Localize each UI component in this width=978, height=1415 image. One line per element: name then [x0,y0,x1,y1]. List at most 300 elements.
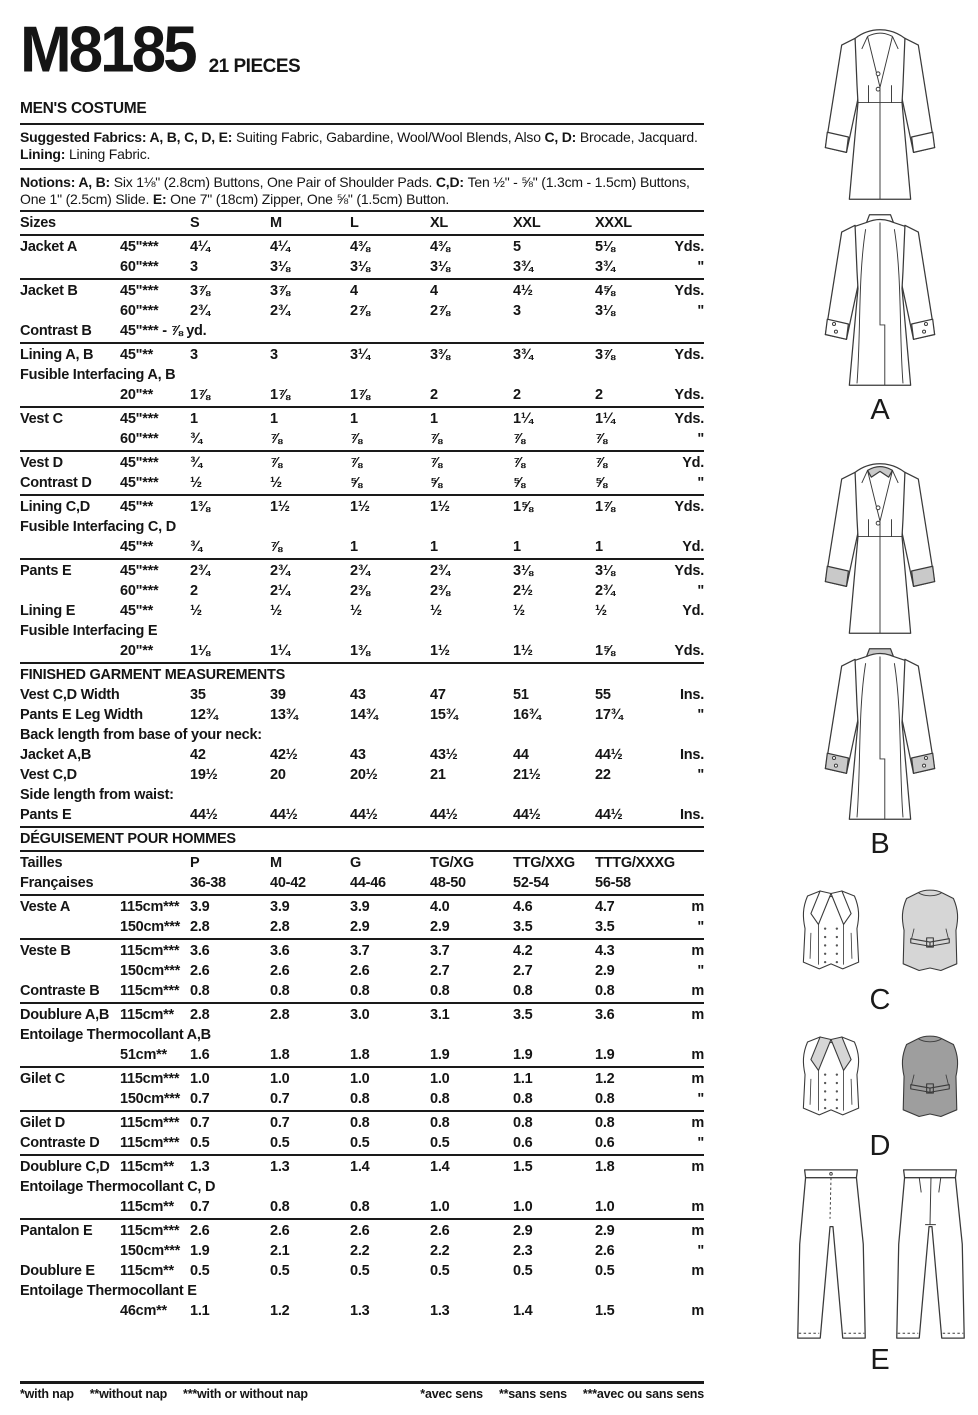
value-cell: 22 [595,767,611,783]
unit-cell: m [691,943,704,959]
table-rule [20,1066,704,1068]
value-cell: 1.0 [430,1199,450,1215]
value-cell: 36-38 [190,875,226,891]
value-cell: 1½ [350,499,370,515]
unit-cell: " [697,707,704,723]
value-cell: P [190,855,200,871]
row-label: Fusible Interfacing A, B [20,367,176,383]
value-cell: 1½ [270,499,290,515]
value-cell: 20 [270,767,286,783]
unit-cell: " [697,1135,704,1151]
table-row [20,917,704,937]
value-cell: 43 [350,687,366,703]
value-cell: 0.7 [190,1115,210,1131]
row-label: Pants E Leg Width [20,707,143,723]
value-cell: 44 [513,747,529,763]
unit-cell: m [691,1263,704,1279]
table-rule [20,826,704,828]
value-cell: 3⅛ [595,303,615,319]
row-label: Jacket A [20,239,78,255]
value-cell: 0.8 [350,983,370,999]
table-rule [20,894,704,896]
value-cell: 19½ [190,767,218,783]
fabric-width: 51cm** [120,1047,167,1063]
table-rule [20,1002,704,1004]
table-rule [20,406,704,408]
row-span-value: 45"*** - ⅞ yd. [120,323,207,339]
value-cell: 0.8 [270,983,290,999]
value-cell: ⅝ [595,475,607,491]
value-cell: 0.8 [513,983,533,999]
table-row [20,981,704,1001]
value-cell: 3¼ [350,347,370,363]
value-cell: 2¾ [595,583,615,599]
value-cell: 0.6 [513,1135,533,1151]
value-cell: 35 [190,687,206,703]
value-cell: 5 [513,239,521,255]
fabric-width: 115cm*** [120,943,180,959]
value-cell: 0.8 [350,1199,370,1215]
fabric-width: 115cm*** [120,1115,180,1131]
divider [20,123,704,125]
value-cell: 15¾ [430,707,458,723]
table-row [20,409,704,429]
row-label: Contrast B [20,323,92,339]
value-cell: 1.0 [350,1071,370,1087]
fabric-width: 45"*** [120,475,159,491]
table-row [20,1241,704,1261]
value-cell: 47 [430,687,446,703]
content-pane [20,16,704,1321]
value-cell: 0.7 [270,1091,290,1107]
row-label: Pants E [20,563,72,579]
value-cell: 1.9 [513,1047,533,1063]
value-cell: 51 [513,687,529,703]
value-cell: 3¾ [513,259,533,275]
value-cell: 3.9 [190,899,210,915]
value-cell: 1 [513,539,521,555]
fabric-width: 45"** [120,539,154,555]
value-cell: 56-58 [595,875,631,891]
value-cell: 2 [513,387,521,403]
value-cell: 1⅜ [350,643,370,659]
footnote-item: ***with or without nap [183,1387,308,1401]
unit-cell: m [691,1115,704,1131]
table-row [20,1113,704,1133]
value-cell: TG/XG [430,855,474,871]
footnote-divider [20,1381,704,1384]
value-cell: 3.7 [430,943,450,959]
footnote-item: **without nap [89,1387,168,1401]
value-cell: 1.8 [270,1047,290,1063]
value-cell: 2.8 [270,1007,290,1023]
value-cell: 1.9 [190,1243,210,1259]
value-cell: 0.5 [270,1135,290,1151]
coat-b-front-illustration [815,458,945,640]
value-cell: 2⅞ [350,303,370,319]
value-cell: 2.9 [513,1223,533,1239]
value-cell: 0.8 [190,983,210,999]
value-cell: ⅞ [430,455,442,471]
row-label: Fusible Interfacing C, D [20,519,176,535]
value-cell: 1.6 [190,1047,210,1063]
value-cell: 3 [513,303,521,319]
value-cell: 2⅞ [430,303,450,319]
value-cell: 3.6 [190,943,210,959]
value-cell: 44-46 [350,875,386,891]
value-cell: ⅝ [430,475,442,491]
value-cell: 3 [190,347,198,363]
value-cell: 55 [595,687,611,703]
row-label: Françaises [20,875,94,891]
value-cell: 0.8 [350,1091,370,1107]
value-cell: 13¾ [270,707,298,723]
fabric-width: 115cm*** [120,899,180,915]
vest-d-back-illustration [894,1028,966,1128]
unit-cell: m [691,1071,704,1087]
value-cell: 17¾ [595,707,623,723]
table-row [20,301,704,321]
value-cell: 1.8 [595,1159,615,1175]
value-cell: 0.8 [513,1115,533,1131]
fabric-width: 45"** [120,499,154,515]
unit-cell: Yds. [674,643,704,659]
row-label: Tailles [20,855,63,871]
value-cell: 2.9 [595,1223,615,1239]
value-cell: 2.1 [270,1243,290,1259]
unit-cell: " [697,431,704,447]
value-cell: 0.5 [513,1263,533,1279]
value-cell: 4.7 [595,899,615,915]
divider [20,168,704,170]
value-cell: 1 [270,411,278,427]
table-row [20,453,704,473]
row-label: Vest C,D [20,767,77,783]
row-label: Vest D [20,455,63,471]
table-rule [20,938,704,940]
value-cell: 1.3 [350,1303,370,1319]
value-cell: 1.0 [190,1071,210,1087]
fabric-width: 20"** [120,643,154,659]
fabric-width: 45"*** [120,411,159,427]
value-cell: 2½ [513,583,533,599]
value-cell: 1.9 [430,1047,450,1063]
value-cell: 1.2 [270,1303,290,1319]
value-cell: 0.7 [190,1199,210,1215]
unit-cell: Yds. [674,239,704,255]
unit-cell: Yd. [682,603,704,619]
notions-text: Notions: A, B: Six 1⅛" (2.8cm) Buttons, One Pair of Shoulder Pads. C,D: Ten ½" - ⅝" (1.3cm - 1.5cm) Buttons, One 1" (2.5cm) Slide. E: One 7" (18cm) Zipper, One ⅝" (1.5cm) Button. [20,174,690,207]
table-rule [20,210,704,212]
value-cell: 2 [430,387,438,403]
unit-cell: " [697,259,704,275]
value-cell: 1⅞ [270,387,290,403]
fabric-width: 150cm*** [120,1091,181,1107]
value-cell: 48-50 [430,875,466,891]
vest-d-front-illustration [795,1028,867,1128]
value-cell: 3.9 [350,899,370,915]
fabric-width: 45"*** [120,563,159,579]
table-row [20,853,704,873]
value-cell: 3⅛ [513,563,533,579]
table-rule [20,850,704,852]
table-row [20,1005,704,1025]
fabric-width: 115cm** [120,1199,174,1215]
value-cell: 2.8 [190,1007,210,1023]
value-cell: 1 [350,539,358,555]
table-row [20,705,704,725]
row-label: Contraste B [20,983,100,999]
value-cell: 2.9 [430,919,450,935]
value-cell: 1⅝ [513,499,533,515]
row-label: Pants E [20,807,72,823]
value-cell: 2¾ [270,563,290,579]
pattern-number: M8185 [20,14,195,86]
fabric-width: 150cm*** [120,963,181,979]
value-cell: 0.5 [595,1263,615,1279]
value-cell: 1 [430,411,438,427]
value-cell: ⅞ [595,455,607,471]
value-cell: 1.0 [270,1071,290,1087]
fabric-width: 115cm** [120,1007,174,1023]
value-cell: ½ [270,603,282,619]
vest-c-back-illustration [894,882,966,982]
value-cell: ½ [595,603,607,619]
value-cell: 43½ [430,747,458,763]
section-heading: FINISHED GARMENT MEASUREMENTS [20,667,286,683]
value-cell: ⅞ [513,455,525,471]
value-cell: 5⅛ [595,239,615,255]
table-rule [20,558,704,560]
pants-e-front-illustration [792,1166,870,1342]
value-cell: ⅞ [430,431,442,447]
value-cell: 4¼ [190,239,210,255]
footnote-item: *avec sens [420,1387,483,1401]
table-row [20,897,704,917]
view-label-c: C [869,984,891,1016]
value-cell: 3 [270,347,278,363]
value-cell: 2 [190,583,198,599]
value-cell: 2.6 [350,1223,370,1239]
row-label: Contrast D [20,475,92,491]
value-cell: 4 [430,283,438,299]
view-label-d: D [869,1130,891,1162]
value-cell: ⅞ [270,539,282,555]
value-cell: 2.9 [350,919,370,935]
value-cell: 44½ [595,807,623,823]
unit-cell: m [691,1303,704,1319]
value-cell: 2¾ [270,303,290,319]
unit-cell: Yds. [674,411,704,427]
value-cell: 3.1 [430,1007,450,1023]
pants-e-back-illustration [891,1166,969,1342]
value-cell: 1⅝ [595,643,615,659]
value-cell: 0.5 [430,1135,450,1151]
fabric-width: 45"** [120,347,154,363]
value-cell: 44½ [190,807,218,823]
row-label: Lining C,D [20,499,90,515]
table-row [20,1089,704,1109]
table-row [20,345,704,365]
table-row [20,1133,704,1153]
value-cell: 1¼ [513,411,533,427]
row-label: Side length from waist: [20,787,174,803]
value-cell: ¾ [190,431,202,447]
row-label: Doublure A,B [20,1007,110,1023]
value-cell: ¾ [190,455,202,471]
view-a-figure [786,24,974,427]
view-d-figure [786,1028,974,1163]
value-cell: 1.3 [430,1303,450,1319]
value-cell: XL [430,215,449,231]
fabric-width: 150cm*** [120,919,181,935]
unit-cell: " [697,475,704,491]
table-row [20,873,704,893]
value-cell: TTTG/XXXG [595,855,675,871]
value-cell: 3.6 [270,943,290,959]
value-cell: 3.0 [350,1007,370,1023]
value-cell: ½ [430,603,442,619]
section-heading: DÉGUISEMENT POUR HOMMES [20,831,236,847]
value-cell: 12¾ [190,707,218,723]
value-cell: ⅞ [350,431,362,447]
value-cell: 3⅛ [270,259,290,275]
value-cell: 0.8 [513,1091,533,1107]
fabric-width: 150cm*** [120,1243,181,1259]
value-cell: ⅝ [350,475,362,491]
table-row [20,601,704,621]
value-cell: 39 [270,687,286,703]
value-cell: 0.7 [190,1091,210,1107]
fabric-width: 46cm** [120,1303,167,1319]
value-cell: 2.6 [270,1223,290,1239]
value-cell: 42 [190,747,206,763]
unit-cell: " [697,963,704,979]
value-cell: 0.5 [430,1263,450,1279]
unit-cell: " [697,1091,704,1107]
value-cell: 1.3 [190,1159,210,1175]
table-rule [20,234,704,236]
row-label: Vest C [20,411,63,427]
unit-cell: m [691,1007,704,1023]
value-cell: S [190,215,200,231]
footnote-item: ***avec ou sans sens [582,1387,704,1401]
value-cell: 0.5 [350,1135,370,1151]
table-row [20,473,704,493]
value-cell: 3⅜ [430,347,450,363]
table-row [20,1221,704,1241]
value-cell: TTG/XXG [513,855,575,871]
value-cell: 1½ [430,643,450,659]
table-row [20,941,704,961]
value-cell: 2¾ [430,563,450,579]
unit-cell: Yds. [674,347,704,363]
value-cell: 1⅜ [190,499,210,515]
value-cell: 1 [350,411,358,427]
table-row [20,429,704,449]
value-cell: 2.7 [430,963,450,979]
value-cell: 20½ [350,767,378,783]
value-cell: 1.4 [513,1303,533,1319]
value-cell: 21 [430,767,446,783]
suggested-fabrics-line1: Suggested Fabrics: A, B, C, D, E: Suiting Fabric, Gabardine, Wool/Wool Blends, Also C, D: Brocade, Jacquard. [20,129,698,145]
value-cell: ½ [190,603,202,619]
value-cell: ⅞ [270,431,282,447]
fabric-width: 115cm*** [120,1071,180,1087]
value-cell: 2.6 [430,1223,450,1239]
value-cell: 0.5 [350,1263,370,1279]
unit-cell: " [697,583,704,599]
unit-cell: Yd. [682,539,704,555]
value-cell: 1⅞ [190,387,210,403]
value-cell: 1.3 [270,1159,290,1175]
value-cell: ⅞ [350,455,362,471]
table-rule [20,450,704,452]
value-cell: ⅞ [513,431,525,447]
value-cell: 0.8 [595,1091,615,1107]
value-cell: 3⅛ [430,259,450,275]
table-row [20,281,704,301]
value-cell: 2¼ [270,583,290,599]
value-cell: 1.9 [595,1047,615,1063]
view-label-b: B [870,828,890,860]
table-row [20,1301,704,1321]
value-cell: ½ [190,475,202,491]
view-b-figure [786,458,974,861]
masthead [20,16,704,90]
footnote-item: *with nap [20,1387,74,1401]
fabric-width: 60"*** [120,259,159,275]
value-cell: 3.5 [513,1007,533,1023]
value-cell: 1.8 [350,1047,370,1063]
value-cell: 2¾ [350,563,370,579]
table-row [20,1045,704,1065]
row-label: Gilet D [20,1115,65,1131]
unit-cell: m [691,1223,704,1239]
fabric-width: 115cm** [120,1263,174,1279]
value-cell: 2⅜ [430,583,450,599]
value-cell: 1⅛ [190,643,210,659]
value-cell: 0.8 [430,1115,450,1131]
coat-a-back-illustration [815,210,945,392]
value-cell: 21½ [513,767,541,783]
footnote-english [20,1387,308,1401]
value-cell: 3.7 [350,943,370,959]
table-rule [20,494,704,496]
value-cell: 1.0 [595,1199,615,1215]
table-row [20,961,704,981]
value-cell: 0.7 [270,1115,290,1131]
value-cell: 2.2 [350,1243,370,1259]
table-row [20,237,704,257]
unit-cell: " [697,767,704,783]
yardage-table [20,210,704,1321]
row-label: Sizes [20,215,56,231]
coat-a-front-illustration [815,24,945,206]
unit-cell: m [691,899,704,915]
value-cell: 4¼ [270,239,290,255]
value-cell: 14¾ [350,707,378,723]
value-cell: 0.6 [595,1135,615,1151]
value-cell: 1.5 [513,1159,533,1175]
value-cell: 2.8 [270,919,290,935]
value-cell: 0.5 [190,1263,210,1279]
value-cell: 1.5 [595,1303,615,1319]
value-cell: 3.6 [595,1007,615,1023]
table-rule [20,662,704,664]
row-label: Fusible Interfacing E [20,623,158,639]
view-label-a: A [870,394,890,426]
